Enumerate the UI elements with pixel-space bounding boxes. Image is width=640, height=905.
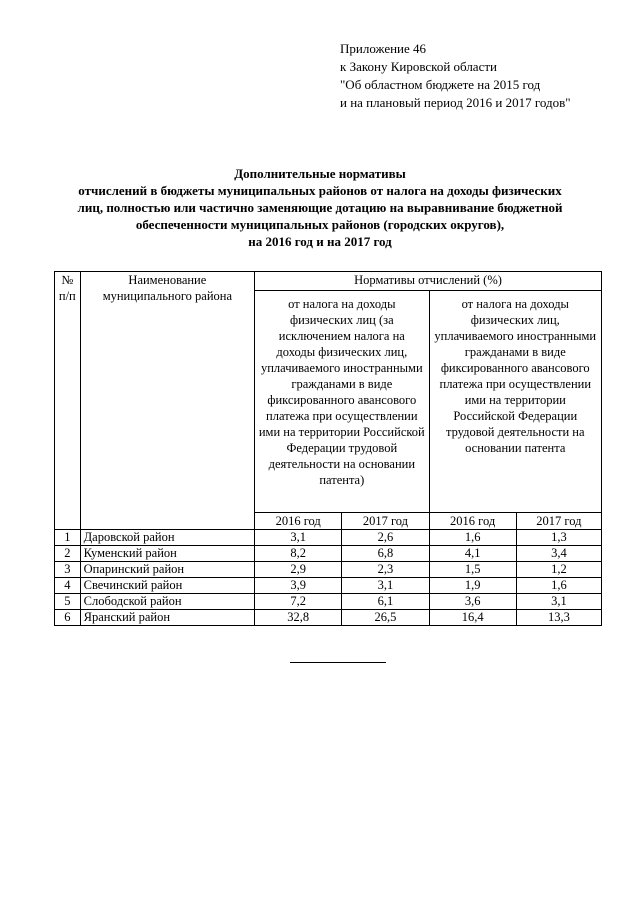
row-value: 32,8: [255, 610, 342, 626]
table-row: [55, 594, 602, 610]
row-num: 1: [55, 530, 81, 546]
row-value: 3,4: [516, 546, 601, 562]
title-line: обеспеченности муниципальных районов (городских округов),: [135, 217, 505, 232]
row-num: 6: [55, 610, 81, 626]
header-sub-general: от налога на доходы физических лиц (за исключением налога на доходы физических лиц, уплачиваемого иностранными гражданами в виде фиксированного авансового платежа при осуществлении ими на территории Российской Федерации трудовой деятельности на основании патента): [255, 291, 429, 513]
row-value: 4,1: [429, 546, 516, 562]
row-value: 1,6: [516, 578, 601, 594]
appendix-line: к Закону Кировской области: [340, 59, 497, 74]
row-value: 3,1: [516, 594, 601, 610]
row-value: 1,6: [429, 530, 516, 546]
header-year: 2017 год: [516, 513, 601, 530]
row-value: 8,2: [255, 546, 342, 562]
header-year: 2016 год: [429, 513, 516, 530]
row-value: 26,5: [342, 610, 429, 626]
row-name: Опаринский район: [80, 562, 254, 578]
row-value: 3,9: [255, 578, 342, 594]
header-name: Наименование муниципального района: [80, 272, 254, 530]
row-num: 3: [55, 562, 81, 578]
row-value: 3,1: [342, 578, 429, 594]
row-value: 6,8: [342, 546, 429, 562]
title-line: отчислений в бюджеты муниципальных районов от налога на доходы физических: [78, 183, 562, 198]
row-num: 5: [55, 594, 81, 610]
appendix-line: Приложение 46: [340, 41, 427, 56]
row-name: Слободской район: [80, 594, 254, 610]
row-value: 1,9: [429, 578, 516, 594]
table-row: [55, 546, 602, 562]
row-name: Яранский район: [80, 610, 254, 626]
row-name: Даровской район: [80, 530, 254, 546]
title-line: Дополнительные нормативы: [234, 166, 406, 181]
row-value: 2,9: [255, 562, 342, 578]
row-value: 1,5: [429, 562, 516, 578]
row-value: 7,2: [255, 594, 342, 610]
appendix-line: и на плановый период 2016 и 2017 годов": [340, 95, 571, 110]
row-name: Куменский район: [80, 546, 254, 562]
row-name: Свечинский район: [80, 578, 254, 594]
appendix-block: [340, 40, 571, 112]
table-row: [55, 578, 602, 594]
header-sub-patent: от налога на доходы физических лиц, уплачиваемого иностранными гражданами в виде фиксированного авансового платежа при осуществлении ими на территории Российской Федерации трудовой деятельности на основании патента: [429, 291, 601, 513]
title-line: на 2016 год и на 2017 год: [248, 234, 392, 249]
row-value: 3,1: [255, 530, 342, 546]
appendix-line: "Об областном бюджете на 2015 год: [340, 77, 541, 92]
table-row: [55, 562, 602, 578]
header-group: Нормативы отчислений (%): [255, 272, 602, 291]
row-value: 1,3: [516, 530, 601, 546]
title-line: лиц, полностью или частично заменяющие дотацию на выравнивание бюджетной: [77, 200, 563, 215]
row-value: 2,3: [342, 562, 429, 578]
header-year: 2016 год: [255, 513, 342, 530]
row-value: 16,4: [429, 610, 516, 626]
header-num: № п/п: [55, 272, 81, 530]
row-value: 13,3: [516, 610, 601, 626]
row-value: 1,2: [516, 562, 601, 578]
row-num: 4: [55, 578, 81, 594]
table-row: [55, 530, 602, 546]
row-value: 2,6: [342, 530, 429, 546]
header-year: 2017 год: [342, 513, 429, 530]
row-value: 6,1: [342, 594, 429, 610]
document-title: [40, 165, 600, 250]
row-value: 3,6: [429, 594, 516, 610]
closing-line: [290, 662, 386, 663]
table-row: [55, 610, 602, 626]
row-num: 2: [55, 546, 81, 562]
norms-table: [54, 271, 602, 626]
